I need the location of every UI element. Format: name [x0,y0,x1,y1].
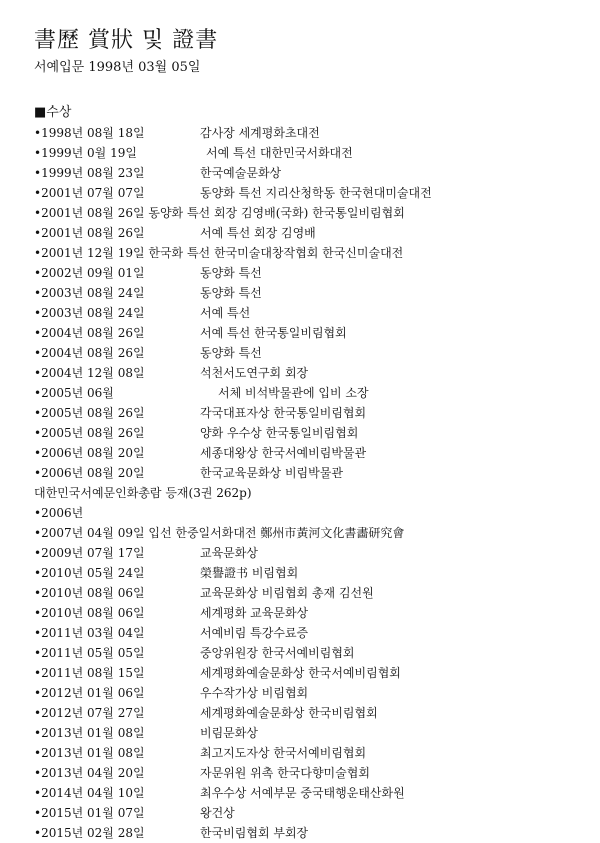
list-item [34,303,584,323]
award-date: •2011년 08월 15일 [34,666,145,680]
award-description: 중앙위원장 한국서예비림협회 [200,646,355,660]
award-description: 교육문화상 [200,546,258,560]
list-item [34,263,584,283]
award-description: 동양화 특선 [200,266,262,280]
list-item [34,503,584,523]
award-description: 한국교육문화상 비림박물관 [200,466,343,480]
award-date: •2015년 01월 07일 [34,806,145,820]
list-item [34,243,584,263]
award-date: •2014년 04월 10일 [34,786,145,800]
award-description: 세종대왕상 한국서예비림박물관 [200,446,367,460]
award-date: •1999년 0월 19일 [34,146,137,160]
award-entry: •2001년 12월 19일 한국화 특선 한국미술대창작협회 한국신미술대전 [34,246,404,260]
list-item [34,563,584,583]
list-item [34,743,584,763]
list-item [34,423,584,443]
award-date: •2004년 12월 08일 [34,366,145,380]
list-item [34,463,584,483]
award-date: •2004년 08월 26일 [34,346,145,360]
award-description: 석천서도연구회 회장 [200,366,309,380]
award-entry: •2001년 08월 26일 동양화 특선 회장 김영배(국화) 한국통일비림협회 [34,206,405,220]
award-description: 비림문화상 [200,726,258,740]
list-item [34,823,584,843]
award-description: 한국비림협회 부회장 [200,826,309,840]
award-date: •2013년 01월 08일 [34,746,145,760]
award-date: •2006년 08월 20일 [34,446,145,460]
list-item [34,443,584,463]
award-description: 최우수상 서예부문 중국태행운태산화원 [200,786,405,800]
award-entry: 대한민국서예문인화총람 등재(3권 262p) [34,486,252,500]
award-date: •2003년 08월 24일 [34,286,145,300]
award-date: •2010년 05월 24일 [34,566,145,580]
list-item [34,723,584,743]
award-date: •2002년 09월 01일 [34,266,145,280]
list-item [34,223,584,243]
list-item [34,803,584,823]
list-item [34,383,584,403]
list-item [34,203,584,223]
award-entry: •2007년 04월 09일 입선 한중일서화대전 鄭州市黃河文化書畵研究會 [34,526,405,540]
award-description: 자문위원 위촉 한국다향미술협회 [200,766,370,780]
list-item [34,323,584,343]
award-entry: •2006년 [34,506,84,520]
award-description: 서예 특선 [200,306,251,320]
award-description: 서예 특선 한국통일비림협회 [200,326,347,340]
award-description: 최고지도자상 한국서예비림협회 [200,746,367,760]
award-description: 서예 특선 대한민국서화대전 [206,146,353,160]
award-description: 각국대표자상 한국통일비림협회 [200,406,367,420]
award-date: •2001년 08월 26일 [34,226,145,240]
award-description: 한국예술문화상 [200,166,282,180]
award-description: 왕건상 [200,806,235,820]
list-item [34,643,584,663]
award-date: •1999년 08월 23일 [34,166,145,180]
calligraphy-start-date: 서예입문 1998년 03월 05일 [34,60,201,75]
list-item [34,123,584,143]
list-item [34,403,584,423]
list-item [34,523,584,543]
award-description: 세계평화 교육문화상 [200,606,309,620]
list-item [34,783,584,803]
award-description: 감사장 세계평화초대전 [200,126,320,140]
list-item [34,283,584,303]
list-item [34,603,584,623]
list-item [34,683,584,703]
award-date: •2013년 01월 08일 [34,726,145,740]
list-item [34,183,584,203]
award-description: 서예 특선 회장 김영배 [200,226,316,240]
award-description: 양화 우수상 한국통일비림협회 [200,426,359,440]
list-item [34,623,584,643]
list-item [34,483,584,503]
list-item [34,763,584,783]
award-date: •2009년 07월 17일 [34,546,145,560]
award-description: 교육문화상 비림협회 총재 김선원 [200,586,374,600]
award-date: •2003년 08월 24일 [34,306,145,320]
award-date: •2013년 04월 20일 [34,766,145,780]
list-item [34,163,584,183]
award-description: 세계평화예술문화상 한국서예비림협회 [200,666,401,680]
award-description: 동양화 특선 [200,286,262,300]
award-date: •2012년 07월 27일 [34,706,145,720]
award-date: •2011년 03월 04일 [34,626,145,640]
award-date: •2012년 01월 06일 [34,686,145,700]
award-date: •2001년 07월 07일 [34,186,145,200]
award-description: 서체 비석박물관에 입비 소장 [218,386,369,400]
list-item [34,583,584,603]
page-title: 書歷 賞狀 및 證書 [34,28,219,53]
document-page [34,26,584,843]
list-item [34,343,584,363]
award-date: •2005년 08월 26일 [34,406,145,420]
list-item [34,543,584,563]
award-description: 동양화 특선 지리산청학동 한국현대미술대전 [200,186,432,200]
award-description: 榮譽證书 비림협회 [200,566,299,580]
award-date: •2011년 05월 05일 [34,646,145,660]
award-date: •2005년 06월 [34,386,114,400]
award-date: •2015년 02월 28일 [34,826,145,840]
award-description: 세계평화예술문화상 한국비림협회 [200,706,378,720]
award-date: •2010년 08월 06일 [34,606,145,620]
award-description: 서예비림 특강수료증 [200,626,309,640]
awards-list [34,123,584,843]
list-item [34,363,584,383]
list-item [34,663,584,683]
list-item [34,703,584,723]
list-item [34,143,584,163]
award-date: •2004년 08월 26일 [34,326,145,340]
award-description: 우수작가상 비림협회 [200,686,309,700]
awards-section-heading: ■수상 [34,105,72,120]
award-date: •2006년 08월 20일 [34,466,145,480]
award-date: •1998년 08월 18일 [34,126,145,140]
award-date: •2010년 08월 06일 [34,586,145,600]
award-date: •2005년 08월 26일 [34,426,145,440]
award-description: 동양화 특선 [200,346,262,360]
